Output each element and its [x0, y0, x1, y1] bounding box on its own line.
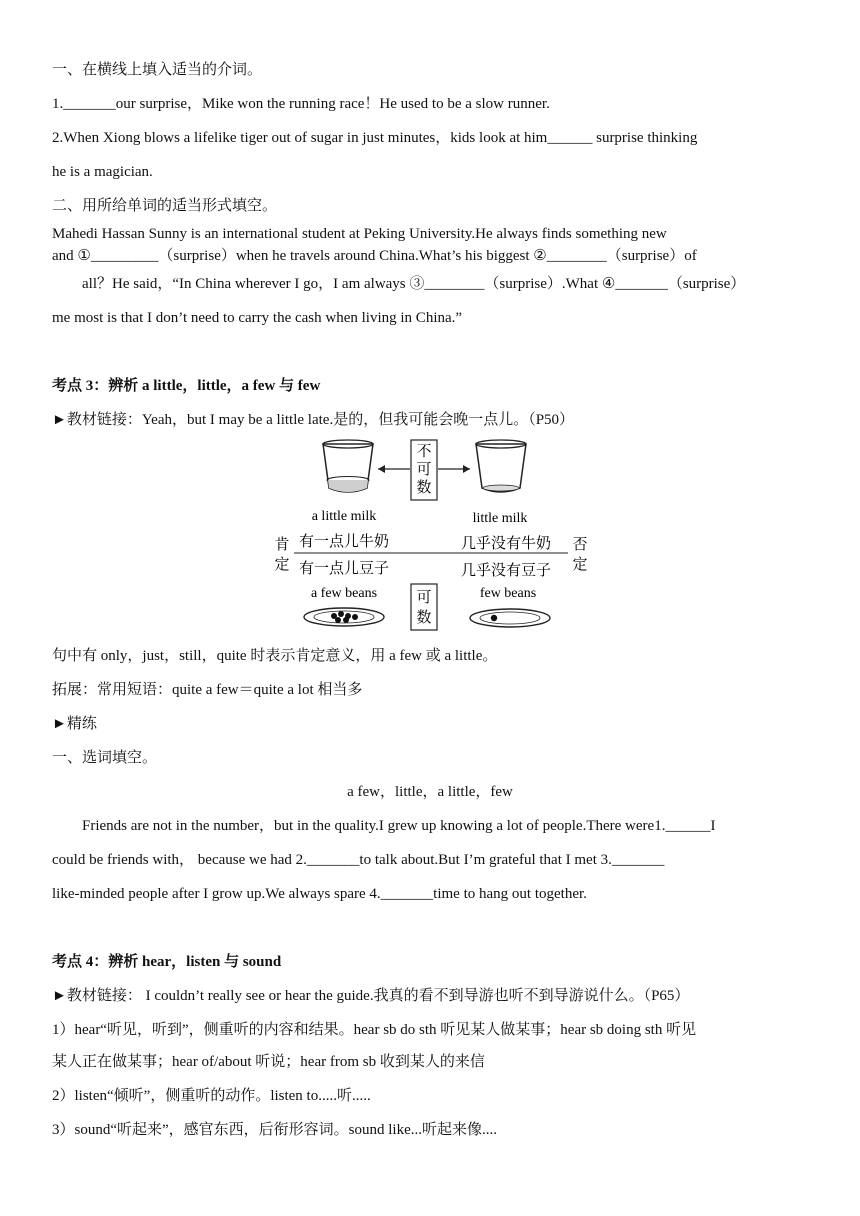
point3-title: 考点 3：辨析 a little，little，a few 与 few	[52, 378, 321, 394]
plate-a-few-beans-icon	[304, 608, 384, 626]
label-pos-beans: 有一点儿豆子	[298, 561, 390, 577]
passage-line-2: and ①_________（surprise）when he travels around China.What’s his biggest ②________（surprise）of	[52, 248, 697, 264]
passage-line-3: all？He said，“In China wherever I go，I am always ③________（surprise）.What ④_______（surprise）	[82, 276, 746, 292]
label-little-milk: little milk	[472, 511, 528, 526]
arrow-right-icon	[463, 465, 470, 473]
label-neg-beans: 几乎没有豆子	[460, 563, 552, 579]
exercise-line-1: Friends are not in the number，but in the quality.I grew up knowing a lot of people.There were1.______I	[82, 818, 716, 834]
uncountable-char-3: 数	[416, 480, 432, 496]
hear-item-line-2: 某人正在做某事；hear of/about 听说；hear from sb 收到某人的来信	[52, 1054, 485, 1070]
arrow-left-icon	[378, 465, 385, 473]
passage-line-4: me most is that I don’t need to carry the cash when living in China.”	[52, 310, 463, 326]
practice-label: ►精练	[52, 716, 97, 732]
positive-char-2: 定	[274, 557, 290, 573]
countable-char-2: 数	[416, 610, 432, 626]
label-a-little-milk: a little milk	[311, 509, 377, 524]
label-pos-milk: 有一点儿牛奶	[298, 534, 390, 550]
label-a-few-beans: a few beans	[310, 586, 378, 601]
negative-char-1: 否	[572, 537, 588, 553]
question-2-line-1: 2.When Xiong blows a lifelike tiger out of sugar in just minutes，kids look at him______ surprise thinking	[52, 130, 698, 146]
label-neg-milk: 几乎没有牛奶	[460, 536, 552, 552]
positive-char-1: 肯	[274, 537, 290, 553]
point3-extend: 拓展：常用短语：quite a few＝quite a lot 相当多	[52, 682, 363, 698]
label-few-beans: few beans	[479, 586, 537, 601]
countable-char-1: 可	[416, 590, 432, 606]
point3-note: 句中有 only，just，still，quite 时表示肯定意义，用 a few 或 a little。	[52, 648, 498, 664]
point4-textbook-link: ►教材链接： I couldn’t really see or hear the guide.我真的看不到导游也听不到导游说什么。（P65）	[52, 988, 690, 1004]
sound-item: 3）sound“听起来”，感官东西，后衔形容词。sound like...听起来像....	[52, 1122, 497, 1138]
exercise-line-3: like-minded people after I grow up.We always spare 4._______time to hang out together.	[52, 886, 587, 902]
uncountable-char-2: 可	[416, 462, 432, 478]
listen-item: 2）listen“倾听”，侧重听的动作。listen to.....听.....	[52, 1088, 371, 1104]
question-1: 1._______our surprise，Mike won the running race！He used to be a slow runner.	[52, 96, 550, 112]
question-2-line-2: he is a magician.	[52, 164, 153, 180]
passage-line-1: Mahedi Hassan Sunny is an international student at Peking University.He always finds something new	[52, 226, 667, 242]
hear-item-line-1: 1）hear“听见，听到”，侧重听的内容和结果。hear sb do sth 听见某人做某事；hear sb doing sth 听见	[52, 1022, 697, 1038]
section1-heading: 一、在横线上填入适当的介词。	[52, 62, 263, 78]
glass-a-little-milk-icon	[323, 440, 373, 492]
glass-little-milk-icon	[476, 440, 526, 492]
word-bank: a few，little，a little，few	[347, 784, 513, 800]
uncountable-char-1: 不	[416, 444, 432, 460]
exercise-heading: 一、选词填空。	[52, 750, 158, 766]
point3-textbook-link: ►教材链接：Yeah，but I may be a little late.是的，但我可能会晚一点儿。（P50）	[52, 412, 575, 428]
negative-char-2: 定	[572, 557, 588, 573]
quantity-diagram	[270, 436, 600, 636]
exercise-line-2: could be friends with， because we had 2._______to talk about.But I’m grateful that I met 3._______	[52, 852, 665, 868]
point4-title: 考点 4：辨析 hear，listen 与 sound	[52, 954, 282, 970]
plate-few-beans-icon	[470, 609, 550, 627]
section2-heading: 二、用所给单词的适当形式填空。	[52, 198, 278, 214]
